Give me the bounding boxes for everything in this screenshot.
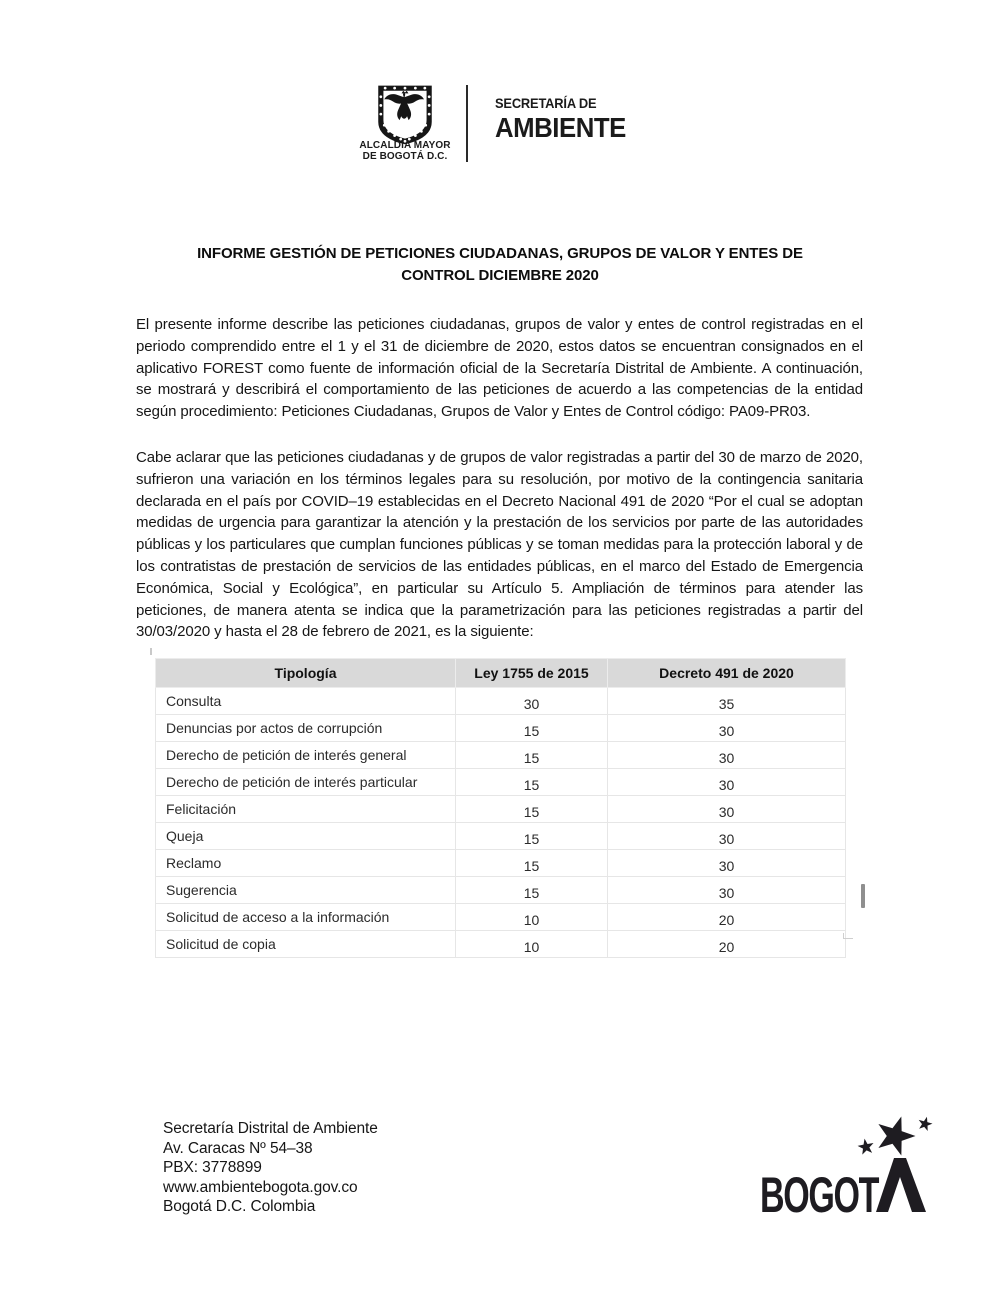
alcaldia-shield-icon bbox=[372, 83, 438, 146]
bogota-logo-word: BOGOT bbox=[760, 1167, 879, 1220]
cell-decreto-491: 30 bbox=[608, 796, 846, 823]
cell-ley-1755: 15 bbox=[456, 715, 608, 742]
column-header-decreto-491: Decreto 491 de 2020 bbox=[608, 659, 846, 688]
logo-divider bbox=[466, 85, 468, 162]
secretaria-wordmark bbox=[495, 95, 626, 144]
table-row bbox=[156, 850, 846, 877]
cell-tipologia: Denuncias por actos de corrupción bbox=[156, 715, 456, 742]
cell-decreto-491: 30 bbox=[608, 742, 846, 769]
cell-decreto-491: 30 bbox=[608, 877, 846, 904]
table-row bbox=[156, 931, 846, 958]
table-row bbox=[156, 769, 846, 796]
cell-tipologia: Felicitación bbox=[156, 796, 456, 823]
cell-ley-1755: 15 bbox=[456, 796, 608, 823]
table-body bbox=[156, 688, 846, 958]
cell-tipologia: Consulta bbox=[156, 688, 456, 715]
table-row bbox=[156, 715, 846, 742]
paragraph-covid-terms: Cabe aclarar que las peticiones ciudadanas y de grupos de valor registradas a partir del 30 de marzo de 2020, sufrieron una variación en los términos legales para su resolución, por motivo de la contingencia sanitaria declarada en el país por COVID–19 establecidas en el Decreto Nacional 491 de 2020 “Por el cual se adoptan medidas de urgencia para garantizar la atención y la prestación de los servicios por parte de las autoridades públicas y los particulares que cumplan funciones públicas y se toman medidas para la protección laboral y de los contratistas de prestación de servicios de las entidades públicas, en el marco del Estado de Emergencia Económica, Social y Ecológica”, en particular su Artículo 5. Ampliación de términos para atender las peticiones, de manera atenta se indica que la parametrización para las peticiones registradas a partir del 30/03/2020 y hasta el 28 de febrero de 2021, es la siguiente: bbox=[136, 449, 863, 641]
shield-caption bbox=[350, 141, 460, 162]
cell-ley-1755: 30 bbox=[456, 688, 608, 715]
cell-ley-1755: 15 bbox=[456, 742, 608, 769]
cell-tipologia: Queja bbox=[156, 823, 456, 850]
cell-ley-1755: 15 bbox=[456, 877, 608, 904]
shield-caption-line1: ALCALDÍA MAYOR bbox=[359, 140, 451, 151]
table-row bbox=[156, 796, 846, 823]
footer-city: Bogotá D.C. Colombia bbox=[163, 1198, 316, 1216]
table-header-row bbox=[156, 659, 846, 688]
secretaria-line1: SECRETARÍA DE bbox=[495, 95, 597, 111]
tipologia-terms-table bbox=[155, 658, 846, 958]
bogota-logo bbox=[760, 1114, 936, 1220]
document-title-line2: CONTROL DICIEMBRE 2020 bbox=[401, 267, 599, 284]
cell-tipologia: Sugerencia bbox=[156, 877, 456, 904]
cell-ley-1755: 15 bbox=[456, 769, 608, 796]
footer-website: www.ambientebogota.gov.co bbox=[163, 1178, 358, 1196]
cell-ley-1755: 10 bbox=[456, 931, 608, 958]
cell-ley-1755: 15 bbox=[456, 823, 608, 850]
cell-decreto-491: 30 bbox=[608, 823, 846, 850]
corner-artifact-top-left bbox=[150, 648, 152, 655]
footer-pbx: PBX: 3778899 bbox=[163, 1159, 262, 1177]
cell-ley-1755: 15 bbox=[456, 850, 608, 877]
cell-tipologia: Derecho de petición de interés particular bbox=[156, 769, 456, 796]
shield-caption-line2: DE BOGOTÁ D.C. bbox=[362, 150, 448, 162]
corner-artifact-bottom-right bbox=[843, 933, 853, 939]
table-row bbox=[156, 742, 846, 769]
secretaria-line2: AMBIENTE bbox=[495, 112, 626, 143]
footer-address-block bbox=[163, 1119, 378, 1217]
cell-decreto-491: 30 bbox=[608, 715, 846, 742]
footer-entity-name: Secretaría Distrital de Ambiente bbox=[163, 1120, 378, 1137]
scroll-artifact bbox=[861, 884, 865, 908]
footer-street-address: Av. Caracas Nº 54–38 bbox=[163, 1139, 313, 1157]
column-header-ley-1755: Ley 1755 de 2015 bbox=[456, 659, 608, 688]
cell-decreto-491: 20 bbox=[608, 931, 846, 958]
document-title-line1: INFORME GESTIÓN DE PETICIONES CIUDADANAS, GRUPOS DE VALOR Y ENTES DE bbox=[197, 245, 803, 262]
cell-tipologia: Solicitud de acceso a la información bbox=[156, 904, 456, 931]
entity-logo bbox=[350, 80, 680, 172]
table-row bbox=[156, 688, 846, 715]
cell-tipologia: Solicitud de copia bbox=[156, 931, 456, 958]
cell-decreto-491: 30 bbox=[608, 769, 846, 796]
table-row bbox=[156, 904, 846, 931]
cell-ley-1755: 10 bbox=[456, 904, 608, 931]
table-row bbox=[156, 823, 846, 850]
cell-tipologia: Reclamo bbox=[156, 850, 456, 877]
cell-decreto-491: 35 bbox=[608, 688, 846, 715]
cell-decreto-491: 30 bbox=[608, 850, 846, 877]
document-title bbox=[0, 243, 1000, 287]
cell-tipologia: Derecho de petición de interés general bbox=[156, 742, 456, 769]
table-row bbox=[156, 877, 846, 904]
cell-decreto-491: 20 bbox=[608, 904, 846, 931]
column-header-tipologia: Tipología bbox=[156, 659, 456, 688]
paragraph-intro: El presente informe describe las peticiones ciudadanas, grupos de valor y entes de control registradas en el periodo comprendido entre el 1 y el 31 de diciembre de 2020, estos datos se encuentran consignados en el aplicativo FOREST como fuente de información oficial de la Secretaría Distrital de Ambiente. A continuación, se mostrará y describirá el comportamiento de las peticiones de acuerdo a las competencias de la entidad según procedimiento: Peticiones Ciudadanas, Grupos de Valor y Entes de Control código: PA09-PR03. bbox=[136, 316, 863, 421]
